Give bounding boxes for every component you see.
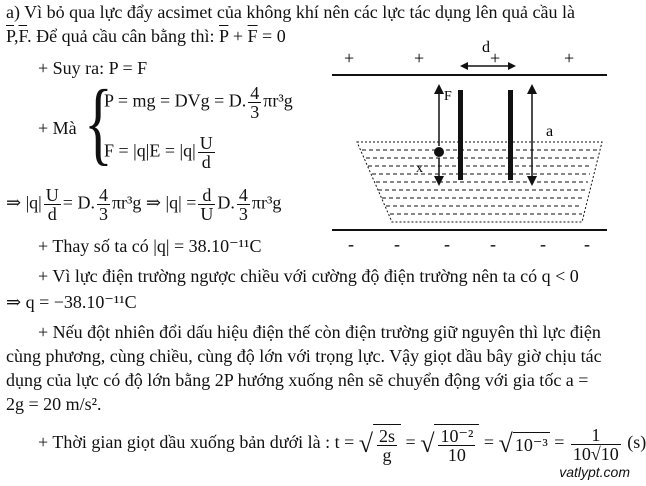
eq-p-fraction: $\frac{4}{3}$	[250, 83, 260, 122]
vector-p-2: $\overline{P}$	[219, 26, 229, 46]
fig-plus-3: +	[490, 48, 501, 68]
fig-minus-3: -	[444, 234, 450, 254]
fig-minus-4: -	[490, 234, 496, 254]
sqrt-2: √ $\frac{\text{10⁻²}}{10}$	[420, 424, 479, 464]
eq-f-text: F = |q|E = |q|	[104, 140, 196, 161]
line-q-result: ⇒ q = −38.10⁻¹¹C	[6, 292, 137, 312]
fig-label-f: F	[444, 89, 452, 104]
fig-minus-1: -	[348, 234, 354, 254]
line-ma: + Mà	[38, 118, 77, 138]
time-fraction: $\frac{1}{10√10}$	[572, 424, 619, 464]
fig-plus-2: +	[414, 48, 425, 68]
imp-frac-3: $\frac{d}{U}$	[200, 185, 214, 224]
fig-label-a: a	[546, 123, 554, 140]
vector-p: $\overline{P}$	[6, 26, 15, 46]
time-eq-2: =	[483, 432, 495, 453]
imp-a: ⇒ |q|	[6, 192, 42, 213]
imp-frac-2: $\frac{4}{3}$	[98, 185, 108, 224]
imp-frac-4: $\frac{4}{3}$	[238, 185, 248, 224]
fig-label-d: d	[482, 39, 490, 56]
equilibrium-text: . Để quả cầu cân bằng thì:	[27, 26, 215, 46]
line-vi-luc: + Vì lực điện trường ngược chiều với cường độ điện trường nên ta có q < 0	[38, 266, 579, 286]
sqrt-3: √ 10⁻³	[498, 429, 548, 458]
line-equilibrium: $\overline{P},\overline{F}$. Để quả cầu cân bằng thì: $\overline{P} + \overline{F} = 0$	[6, 26, 286, 46]
liquid-hatching	[362, 150, 598, 214]
line-thay-so: + Thay số ta có |q| = 38.10⁻¹¹C	[38, 236, 262, 256]
fig-label-x: x	[416, 161, 423, 176]
time-eq-3: =	[554, 432, 565, 453]
time-unit: (s)	[627, 432, 646, 453]
fig-plus-1: +	[344, 48, 355, 68]
sqrt-1: √ $\frac{2s}{g}$	[359, 424, 401, 464]
imp-e: πr³g	[251, 192, 282, 213]
equilibrium-zero: = 0	[262, 26, 286, 46]
imp-c: πr³g ⇒ |q| =	[111, 192, 197, 213]
imp-d: D.	[217, 192, 235, 213]
line-intro: a) Vì bỏ qua lực đẩy acsimet của không khí nên các lực tác dụng lên quả cầu là	[6, 2, 575, 22]
eq-p-end: πr³g	[263, 90, 293, 111]
para-line-4: 2g = 20 m/s².	[6, 394, 102, 414]
eq-f-fraction: $\frac{U}{d}$	[199, 133, 213, 172]
fig-plus-4: +	[564, 48, 575, 68]
imp-frac-1: $\frac{U}{d}$	[45, 185, 59, 224]
left-rod	[458, 90, 463, 180]
fig-minus-6: -	[584, 234, 590, 254]
para-line-2: cùng phương, cùng chiều, cùng độ lớn với trọng lực. Vậy giọt dầu bây giờ chịu tác	[6, 346, 602, 366]
line-implication	[6, 186, 281, 223]
para-line-3: dụng của lực có độ lớn bằng 2P hướng xuống nên sẽ chuyển động với gia tốc a =	[6, 370, 589, 390]
fig-minus-2: -	[394, 234, 400, 254]
eq-p-text: P = mg = DVg = D.	[104, 90, 247, 111]
right-rod	[508, 90, 513, 180]
vector-f: $\overline{F}$	[18, 26, 28, 46]
oil-drop	[434, 147, 444, 157]
equation-p	[104, 84, 293, 121]
equation-f	[104, 134, 217, 171]
fig-minus-5: -	[540, 234, 546, 254]
line-time	[38, 424, 646, 464]
watermark: vatlypt.com	[559, 464, 630, 480]
line-suy-ra: + Suy ra: P = F	[38, 58, 148, 78]
time-eq-1: =	[405, 432, 416, 453]
imp-b: = D.	[62, 192, 95, 213]
vector-f-2: $\overline{F}$	[247, 26, 258, 46]
time-text: + Thời gian giọt dầu xuống bản dưới là : t =	[38, 432, 355, 453]
capacitor-diagram	[332, 40, 622, 255]
system-brace: {	[84, 71, 113, 174]
para-line-1: + Nếu đột nhiên đổi dấu hiệu điện thế còn điện trường giữ nguyên thì lực điện	[38, 322, 601, 342]
